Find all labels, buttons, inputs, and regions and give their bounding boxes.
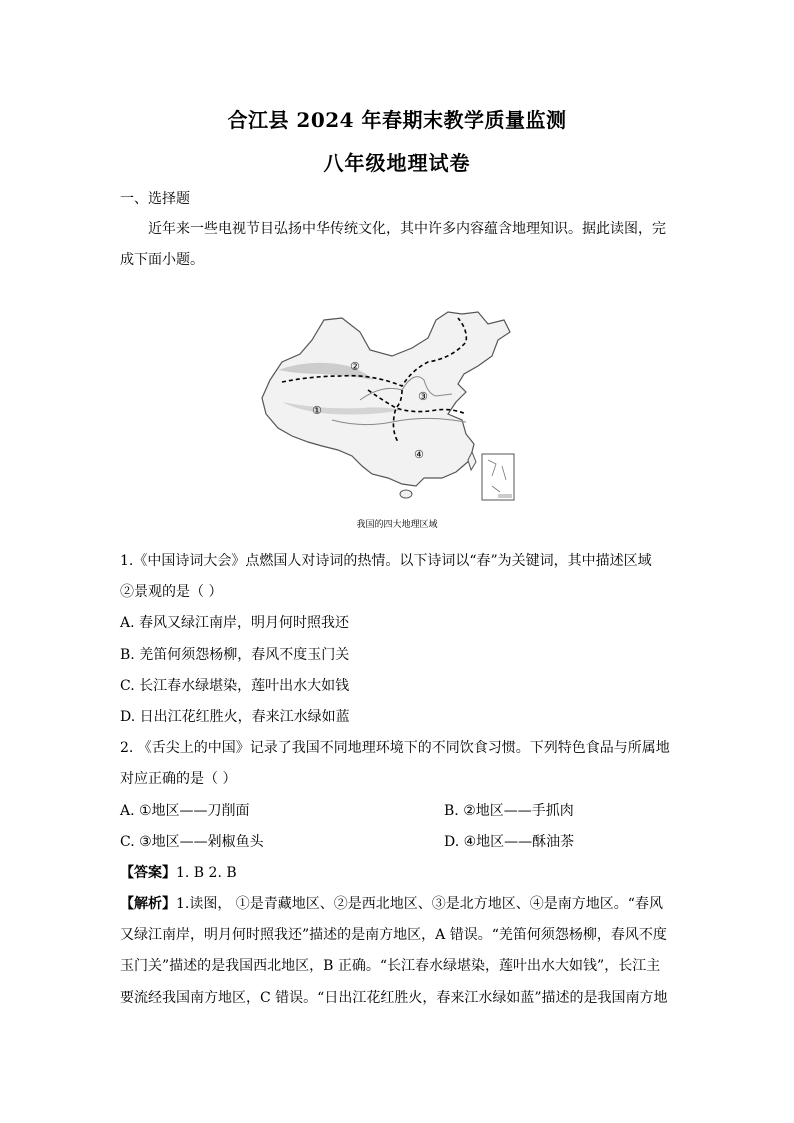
intro-text-line-2: 成下面小题。 xyxy=(120,252,204,268)
analysis-text-1: 1.读图， ①是青藏地区、②是西北地区、③是北方地区、④是南方地区。“春风 xyxy=(176,896,663,912)
q2-option-a: A. ①地区——刀削面 xyxy=(120,803,250,819)
map-svg xyxy=(252,310,542,514)
region-label-1: ① xyxy=(312,404,322,417)
q2-option-c: C. ③地区——剁椒鱼头 xyxy=(120,834,264,850)
analysis-line-4: 要流经我国南方地区，C 错误。“日出江花红胜火，春来江水绿如蓝”描述的是我国南方地 xyxy=(120,990,668,1006)
region-label-2: ② xyxy=(350,360,360,373)
q1-option-b: B. 羌笛何须怨杨柳，春风不度玉门关 xyxy=(120,647,350,663)
figure-caption: 我国的四大地理区域 xyxy=(356,520,438,530)
china-regions-map xyxy=(252,310,542,514)
exam-title: 合江县 2024 年春期末教学质量监测 xyxy=(227,108,567,132)
analysis-label: 【解析】 xyxy=(120,896,176,912)
south-sea-inset xyxy=(482,454,514,500)
section-heading: 一、选择题 xyxy=(120,191,190,207)
hainan-island xyxy=(400,490,412,498)
q2-option-d: D. ④地区——酥油茶 xyxy=(444,834,575,850)
answer-text: 1. B 2. B xyxy=(176,865,237,881)
q1-option-c: C. 长江春水绿堪染，莲叶出水大如钱 xyxy=(120,678,350,694)
region-label-3: ③ xyxy=(418,390,428,403)
q2-stem-line-1: 2. 《舌尖上的中国》记录了我国不同地理环境下的不同饮食习惯。下列特色食品与所属地 xyxy=(120,740,670,756)
analysis-line-3: 玉门关”描述的是我国西北地区，B 正确。“长江春水绿堪染，莲叶出水大如钱”，长江主 xyxy=(120,958,661,974)
analysis-line-1 xyxy=(120,893,663,913)
q2-option-b: B. ②地区——手抓肉 xyxy=(444,803,574,819)
exam-subtitle: 八年级地理试卷 xyxy=(323,151,471,175)
q1-stem-line-2: ②景观的是（ ） xyxy=(120,584,223,600)
q2-stem-line-2: 对应正确的是（ ） xyxy=(120,771,237,787)
answer-line xyxy=(120,862,237,882)
q1-option-d: D. 日出江花红胜火，春来江水绿如蓝 xyxy=(120,709,350,725)
region-label-4: ④ xyxy=(414,448,424,461)
intro-text-line-1: 近年来一些电视节目弘扬中华传统文化，其中许多内容蕴含地理知识。据此读图，完 xyxy=(148,221,666,237)
analysis-line-2: 又绿江南岸，明月何时照我还”描述的是南方地区，A 错误。“羌笛何须怨杨柳，春风不度 xyxy=(120,927,667,943)
q1-option-a: A. 春风又绿江南岸，明月何时照我还 xyxy=(120,615,350,631)
answer-label: 【答案】 xyxy=(120,865,176,881)
q1-stem-line-1: 1.《中国诗词大会》点燃国人对诗词的热情。以下诗词以“春”为关键词，其中描述区域 xyxy=(120,553,652,569)
